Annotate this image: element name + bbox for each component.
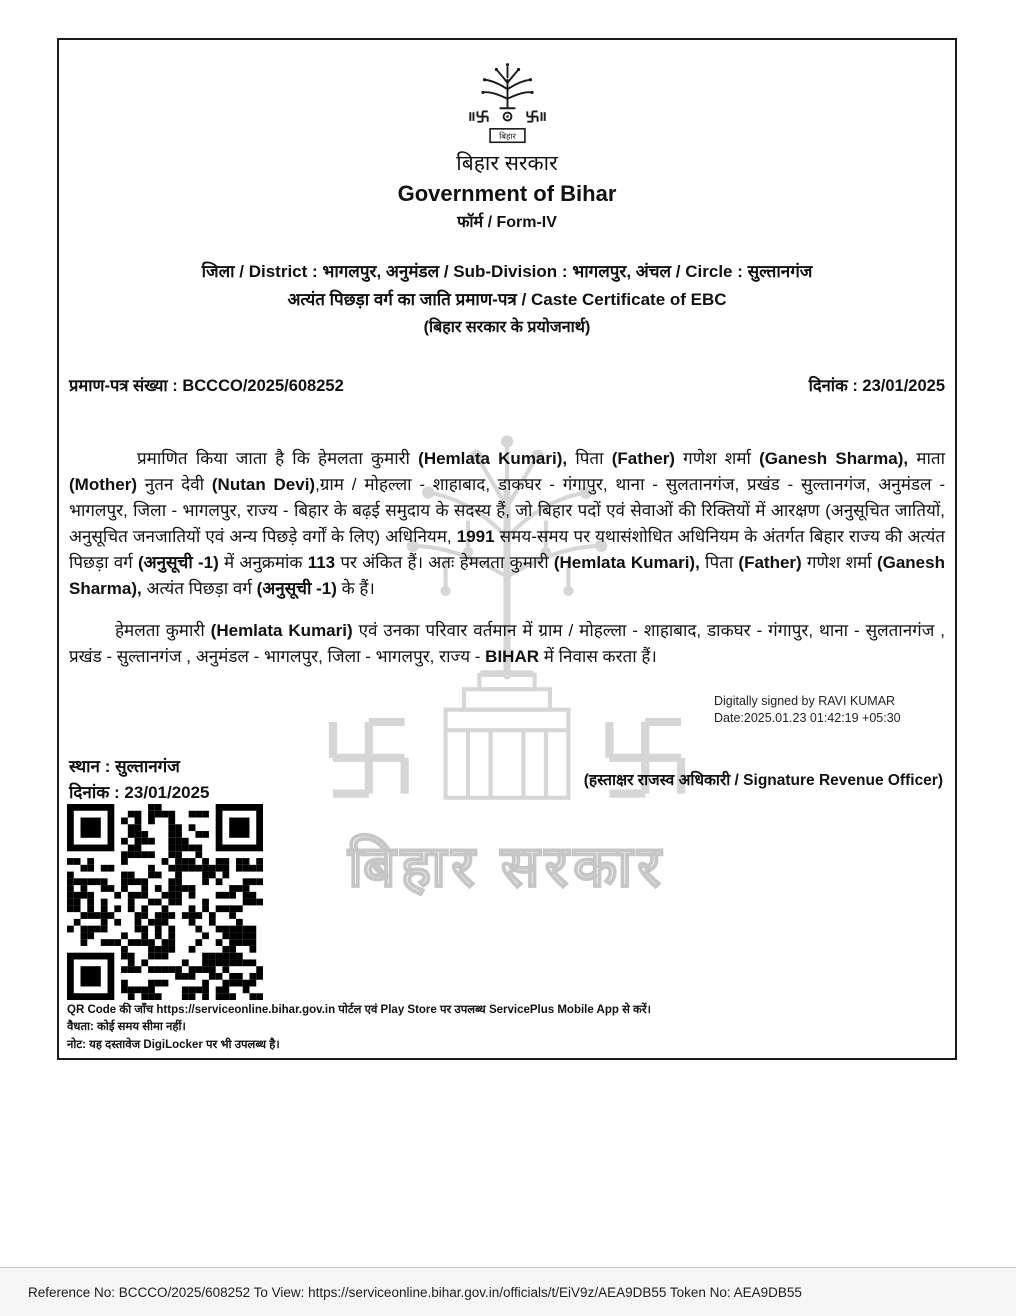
digilocker-note: नोट: यह दस्तावेज DigiLocker पर भी उपलब्ध है।: [67, 1038, 280, 1051]
emblem-banner-text: बिहार: [498, 131, 516, 142]
validity-note: वैधता: कोई समय सीमा नहीं।: [67, 1021, 186, 1034]
certificate-number: प्रमाण-पत्र संख्या : BCCCO/2025/608252: [69, 376, 344, 395]
qr-note: QR Code की जाँच https://serviceonline.bihar.gov.in पोर्टल एवं Play Store पर उपलब्ध ServicePlus Mobile App से करें।: [67, 1004, 651, 1016]
org-name-hindi: बिहार सरकार: [456, 151, 558, 175]
footer-reference-bar: [0, 1267, 1016, 1316]
place-line: स्थान : सुल्तानगंज: [69, 757, 180, 776]
qr-code: [67, 804, 263, 1000]
footer-reference-text: Reference No: BCCCO/2025/608252 To View: https://serviceonline.bihar.gov.in/officials/t/EiV9z/AEA9DB55 Token No: AEA9DB55: [28, 1284, 802, 1300]
watermark-text: बिहार सरकार: [348, 834, 666, 899]
purpose-line: (बिहार सरकार के प्रयोजनार्थ): [423, 318, 591, 336]
signature-date-line: दिनांक : 23/01/2025: [69, 783, 210, 802]
digital-signature-line2: Date:2025.01.23 01:42:19 +05:30: [714, 710, 901, 725]
form-title: फॉर्म / Form-IV: [457, 213, 557, 231]
bihar-emblem-icon: [460, 56, 555, 145]
certificate-title: अत्यंत पिछड़ा वर्ग का जाति प्रमाण-पत्र / Caste Certificate of EBC: [287, 289, 727, 309]
notes-block: [67, 1002, 787, 1054]
digital-signature-line1: Digitally signed by RAVI KUMAR: [714, 694, 896, 708]
certificate-body-para1: प्रमाणित किया जाता है कि हेमलता कुमारी (Hemlata Kumari), पिता (Father) गणेश शर्मा (Ganesh Sharma), माता (Mother) नुतन देवी (Nutan Devi),ग्राम / मोहल्ला - शाहाबाद, डाकघर - गंगापुर, थाना - सुलतानगंज, प्रखंड - सुल्तानगंज, अनुमंडल - भागलपुर, जिला - भागलपुर, राज्य - बिहार के बढ़ई समुदाय के सदस्य हैं, जो बिहार पदों एवं सेवाओं की रिक्तियों में आरक्षण (अनुसूचित जातियों, अनुसूचित जनजातियों एवं अन्य पिछड़े वर्गों के लिए) अधिनियम, 1991 समय-समय पर यथासंशोधित अधिनियम के अंतर्गत बिहार राज्य की अत्यंत पिछड़ा वर्ग (अनुसूची -1) में अनुक्रमांक 113 पर अंकित हैं। अतः हेमलता कुमारी (Hemlata Kumari), पिता (Father) गणेश शर्मा (Ganesh Sharma), अत्यंत पिछड़ा वर्ग (अनुसूची -1) के हैं।: [69, 448, 950, 598]
certificate-sheet: [57, 38, 957, 1060]
district-subdivision-circle-line: जिला / District : भागलपुर, अनुमंडल / Sub-Division : भागलपुर, अंचल / Circle : सुल्तानगंज: [201, 261, 813, 281]
certificate-body-para2: हेमलता कुमारी (Hemlata Kumari) एवं उनका परिवार वर्तमान में ग्राम / मोहल्ला - शाहाबाद, डाकघर - गंगापुर, थाना - सुलतानगंज , प्रखंड - सुल्तानगंज , अनुमंडल - भागलपुर, जिला - भागलपुर, राज्य - BIHAR में निवास करता हैं।: [69, 620, 950, 666]
org-name-english: Government of Bihar: [397, 180, 617, 206]
certificate-meta-row: [69, 373, 945, 396]
digital-signature-block: [714, 693, 939, 727]
issue-date: दिनांक : 23/01/2025: [808, 376, 945, 395]
officer-designation-line: (हस्ताक्षर राजस्व अधिकारी / Signature Revenue Officer): [583, 772, 943, 789]
